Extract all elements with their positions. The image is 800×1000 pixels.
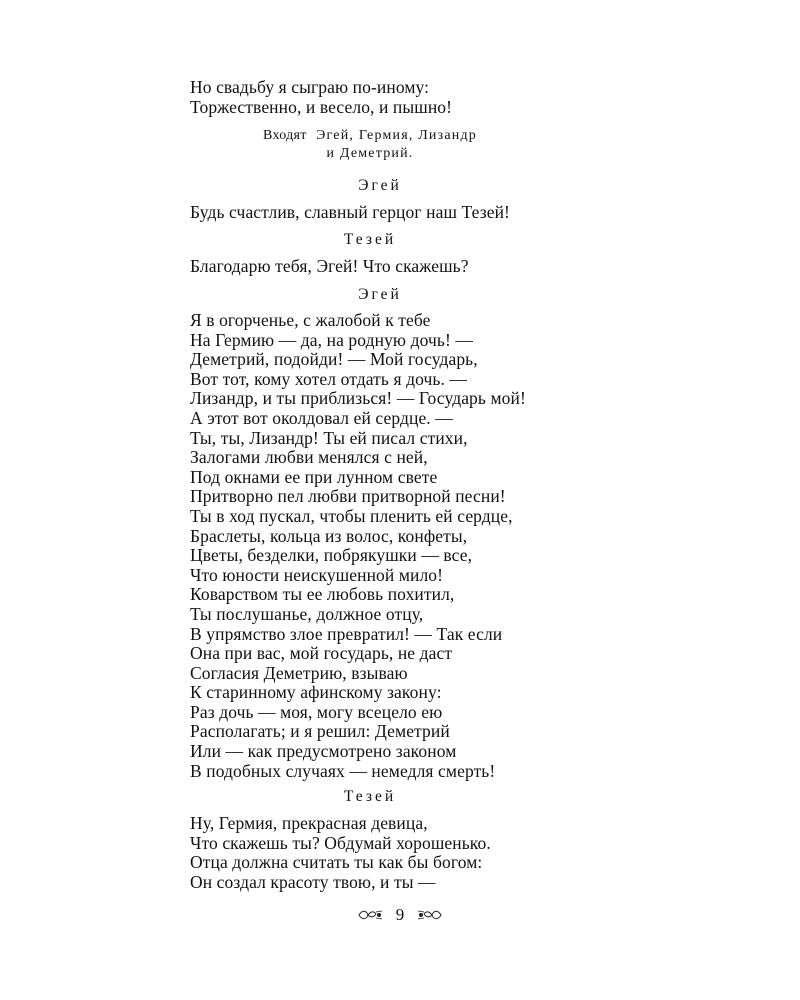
- verse-line: В подобных случаях — немедля смерть!: [190, 760, 496, 781]
- verse-line: Браслеты, кольца из волос, конфеты,: [190, 525, 468, 546]
- verse-line: Он создал красоту твою, и ты —: [190, 871, 436, 892]
- verse-line: Отца должна считать ты как бы богом:: [190, 852, 483, 873]
- verse-line: К старинному афинскому закону:: [190, 682, 442, 703]
- verse-line: В упрямство злое превратил! — Так если: [190, 623, 503, 644]
- verse-line: На Гермию — да, на родную дочь! —: [190, 329, 473, 350]
- verse-line: Торжественно, и весело, и пышно!: [190, 96, 453, 117]
- verse-line: Что скажешь ты? Обдумай хорошенько.: [190, 832, 491, 853]
- verse-line: Раз дочь — моя, могу всецело ею: [190, 701, 443, 722]
- verse-line: Притворно пел любви притворной песни!: [190, 486, 506, 507]
- verse-line: Или — как предусмотрено законом: [190, 741, 457, 762]
- verse-line: Ну, Гермия, прекрасная девица,: [190, 813, 428, 833]
- verse-line: Будь счастлив, славный герцог наш Тезей!: [190, 202, 510, 222]
- speaker-name: Эгей: [358, 177, 402, 194]
- verse-line: А этот вот околдовал ей сердце. —: [190, 407, 453, 428]
- verse-line: Ты, ты, Лизандр! Ты ей писал стихи,: [190, 427, 468, 448]
- verse-line: Она при вас, мой государь, не даст: [190, 643, 453, 664]
- verse-line: Деметрий, подойди! — Мой государь,: [190, 349, 478, 370]
- verse-line: Ты послушанье, должное отцу,: [190, 603, 424, 624]
- verse-line: Коварством ты ее любовь похитил,: [190, 584, 455, 605]
- verse-line: Ты в ход пускал, чтобы пленить ей сердце,: [190, 505, 513, 526]
- verse-line: Благодарю тебя, Эгей! Что скажешь?: [190, 256, 469, 276]
- verse-line: Залогами любви менялся с ней,: [190, 447, 428, 468]
- stage-direction-names-cont: и Деметрий.: [326, 146, 414, 161]
- verse-line: Вот тот, кому хотел отдать я дочь. —: [190, 368, 468, 389]
- verse-line: Что юности неискушенной мило!: [190, 564, 444, 585]
- speech-tezey-1: [190, 257, 469, 277]
- speaker-name: Тезей: [343, 231, 397, 248]
- verse-line: Располагать; и я решил: Деметрий: [190, 721, 450, 742]
- speech-egey-1: [190, 203, 510, 223]
- speech-tezey-2: [190, 814, 491, 892]
- verse-line: Я в огорченье, с жалобой к тебе: [190, 310, 431, 330]
- verse-line: Лизандр, и ты приблизься! — Государь мой!: [190, 388, 526, 409]
- verse-line: Согласия Деметрию, взываю: [190, 662, 408, 683]
- speech-egey-2: [190, 311, 526, 781]
- stage-direction: [190, 127, 550, 163]
- speaker-name: Эгей: [358, 286, 402, 303]
- floral-ornament-icon: [358, 908, 384, 922]
- speaker-name: Тезей: [343, 788, 397, 805]
- verse-line: Под окнами ее при лунном свете: [190, 466, 438, 487]
- page-footer: [300, 904, 500, 925]
- stage-direction-names: Эгей, Гермия, Лизандр: [316, 128, 477, 143]
- opening-verse: [190, 78, 452, 117]
- verse-line: Цветы, безделки, побрякушки — все,: [190, 545, 473, 566]
- stage-direction-lead: Входят: [263, 128, 307, 143]
- floral-ornament-icon: [416, 908, 442, 922]
- page-number: 9: [395, 905, 405, 925]
- verse-line: Но свадьбу я сыграю по-иному:: [190, 77, 430, 97]
